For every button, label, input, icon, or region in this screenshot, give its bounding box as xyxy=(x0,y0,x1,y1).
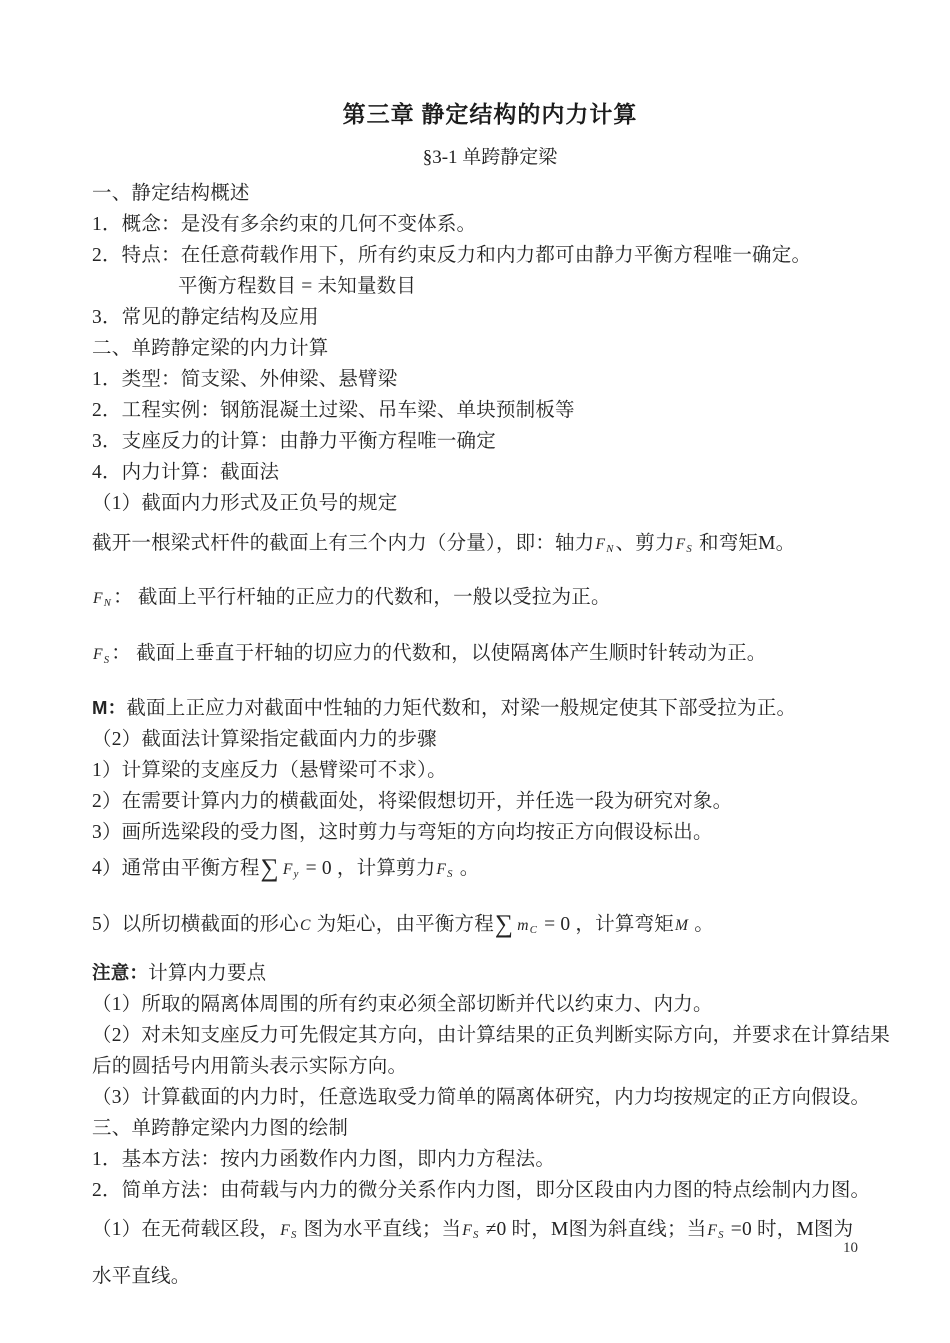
text-segment: 为矩心，由平衡方程 xyxy=(311,913,494,935)
text-segment: F xyxy=(462,1222,472,1240)
summation-symbol: ∑ xyxy=(494,910,514,939)
text-line xyxy=(92,909,888,946)
text-line xyxy=(92,178,888,209)
page-number: 10 xyxy=(843,1240,858,1256)
text-line xyxy=(92,240,888,271)
text-segment: 2．工程实例：钢筋混凝土过梁、吊车梁、单块预制板等 xyxy=(92,400,575,421)
text-line xyxy=(92,209,888,240)
text-line xyxy=(92,989,888,1020)
text-segment: 2）在需要计算内力的横截面处，将梁假想切开，并任选一段为研究对象。 xyxy=(92,790,733,812)
text-segment: （3）计算截面的内力时，任意选取受力简单的隔离体研究，内力均按规定的正方向假设。 xyxy=(92,1087,871,1109)
text-line xyxy=(92,302,888,333)
text-line xyxy=(92,1175,888,1206)
text-line xyxy=(92,957,888,989)
text-segment: =0 时，M图为 xyxy=(725,1219,854,1241)
text-segment: （2）对未知支座反力可先假定其方向，由计算结果的正负判断实际方向，并要求在计算结果 xyxy=(92,1025,890,1047)
page-subtitle: §3-1 单跨静定梁 xyxy=(422,147,558,168)
text-segment: = 0 ，计算剪力 xyxy=(300,857,436,879)
text-segment: 3．支座反力的计算：由静力平衡方程唯一确定 xyxy=(92,431,496,452)
text-line xyxy=(92,457,888,488)
text-segment: 4）通常由平衡方程 xyxy=(92,857,260,879)
text-segment: 截开一根梁式杆件的截面上有三个内力（分量），即：轴力 xyxy=(92,533,595,554)
text-line xyxy=(92,638,888,675)
document-body xyxy=(92,178,888,1292)
text-segment: = 0 ，计算弯矩 xyxy=(539,913,674,935)
text-line xyxy=(92,853,888,890)
text-segment: 2．特点：在任意荷载作用下，所有约束反力和内力都可由静力平衡方程唯一确定。 xyxy=(92,245,812,266)
text-line xyxy=(92,1082,888,1113)
text-line xyxy=(92,1113,888,1144)
text-segment: 。 xyxy=(454,857,480,879)
summation-symbol: ∑ xyxy=(260,854,279,883)
text-segment: 1）计算梁的支座反力（悬臂梁可不求）。 xyxy=(92,759,447,781)
text-segment: S xyxy=(291,1229,297,1242)
text-segment: F xyxy=(93,646,103,664)
text-segment: F xyxy=(282,860,293,878)
text-segment: 2．简单方法：由荷载与内力的微分关系作内力图，即分区段由内力图的特点绘制内力图。 xyxy=(92,1180,871,1202)
text-segment: F xyxy=(707,1222,718,1240)
text-segment: F xyxy=(93,590,103,608)
text-segment: ≠0 时，M图为斜直线；当 xyxy=(480,1219,707,1241)
text-segment: ： 截面上平行杆轴的正应力的代数和，一般以受拉为正。 xyxy=(113,587,611,609)
text-line xyxy=(92,395,888,426)
text-segment: C xyxy=(299,916,311,934)
text-line xyxy=(92,1261,888,1292)
text-line xyxy=(92,426,888,457)
text-segment: S xyxy=(103,653,110,666)
text-segment: 1．类型：简支梁、外伸梁、悬臂梁 xyxy=(92,369,398,390)
text-segment: 。 xyxy=(689,913,714,935)
text-line xyxy=(92,582,888,619)
text-segment: F xyxy=(675,536,686,553)
text-segment: 计算内力要点 xyxy=(148,963,267,985)
text-segment: 二、单跨静定梁的内力计算 xyxy=(92,338,329,359)
text-line xyxy=(92,528,888,565)
text-segment: （2）截面法计算梁指定截面内力的步骤 xyxy=(92,728,437,750)
text-line xyxy=(92,271,888,302)
text-segment: 注意： xyxy=(92,962,149,984)
text-line xyxy=(92,724,888,755)
text-segment: S xyxy=(472,1229,479,1242)
text-segment: 和弯矩M。 xyxy=(693,533,796,554)
text-segment: 平衡方程数目 = 未知量数目 xyxy=(178,276,417,297)
text-segment: 一、静定结构概述 xyxy=(92,183,250,204)
text-line xyxy=(92,364,888,395)
text-segment: 后的圆括号内用箭头表示实际方向。 xyxy=(92,1056,408,1078)
text-line xyxy=(92,1144,888,1175)
text-segment: N xyxy=(606,543,614,556)
text-segment: （1）截面内力形式及正负号的规定 xyxy=(92,493,398,514)
text-segment: S xyxy=(686,543,692,556)
text-segment: 3．常见的静定结构及应用 xyxy=(92,307,319,328)
text-line xyxy=(92,1214,888,1251)
text-line xyxy=(92,755,888,786)
text-segment: 3）画所选梁段的受力图，这时剪力与弯矩的方向均按正方向假设标出。 xyxy=(92,821,713,843)
text-segment: 、剪力 xyxy=(615,533,675,554)
text-segment: （1）在无荷载区段， xyxy=(92,1219,280,1241)
text-segment: ： 截面上垂直于杆轴的切应力的代数和，以使隔离体产生顺时针转动为正。 xyxy=(111,643,767,665)
text-segment: F xyxy=(595,536,606,553)
text-segment: 截面上正应力对截面中性轴的力矩代数和，对梁一般规定使其下部受拉为正。 xyxy=(126,697,797,719)
text-segment: S xyxy=(718,1229,724,1242)
text-segment: M xyxy=(674,916,689,934)
text-segment: m xyxy=(517,916,529,934)
page-title: 第三章 静定结构的内力计算 xyxy=(342,102,638,127)
text-line xyxy=(92,692,888,724)
text-segment: y xyxy=(293,867,299,880)
text-segment: 5）以所切横截面的形心 xyxy=(92,913,299,935)
text-segment: 1．概念：是没有多余约束的几何不变体系。 xyxy=(92,214,477,235)
text-segment: F xyxy=(436,860,447,878)
text-segment: F xyxy=(280,1222,290,1240)
text-segment: 4．内力计算：截面法 xyxy=(92,462,280,483)
text-line xyxy=(92,488,888,519)
text-segment: 三、单跨静定梁内力图的绘制 xyxy=(92,1118,349,1140)
text-segment: （1）所取的隔离体周围的所有约束必须全部切断并代以约束力、内力。 xyxy=(92,994,713,1016)
text-line xyxy=(92,1020,888,1051)
text-segment: M： xyxy=(92,696,127,718)
text-segment: 图为水平直线；当 xyxy=(298,1219,462,1241)
text-segment: 1．基本方法：按内力函数作内力图，即内力方程法。 xyxy=(92,1149,556,1171)
text-line xyxy=(92,786,888,817)
text-segment: C xyxy=(529,924,538,937)
text-line xyxy=(92,333,888,364)
text-line xyxy=(92,1051,888,1082)
text-line xyxy=(92,817,888,848)
text-segment: 水平直线。 xyxy=(92,1266,191,1288)
text-segment: N xyxy=(103,597,112,610)
text-segment: S xyxy=(447,867,453,880)
